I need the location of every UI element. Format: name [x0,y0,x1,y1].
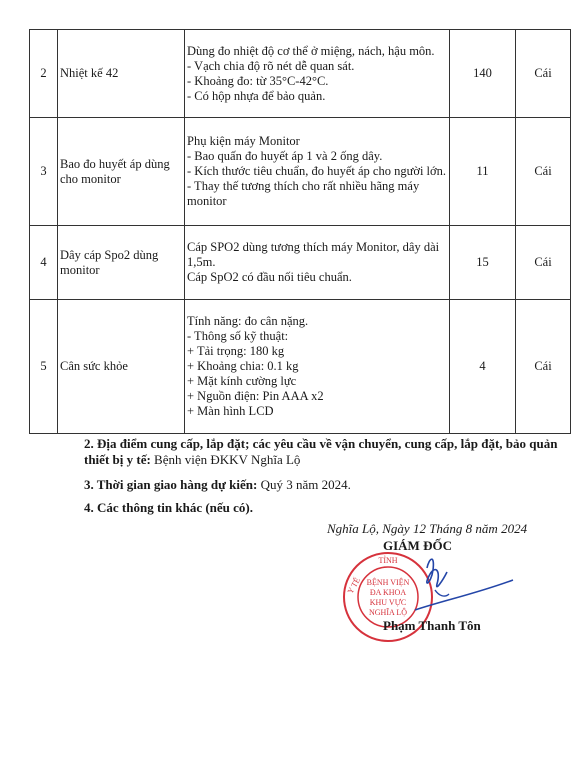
item-quantity: 140 [450,30,516,118]
item-description [185,300,450,434]
svg-text:Y TẾ: Y TẾ [345,576,363,596]
item-unit: Cái [516,226,571,300]
description-line: - Khoảng đo: từ 35°C-42°C. [187,73,329,88]
section-2-paragraph [84,436,564,468]
description-line: - Thông số kỹ thuật: [187,329,289,343]
signatory-name: Phạm Thanh Tôn [383,618,481,633]
section-2-heading: 2. Địa điểm cung cấp, lắp đặt; các yêu cầu về vận chuyển, cung cấp, lắp đặt, bảo quản thiết bị y tế: [84,436,558,467]
svg-text:NGHĨA LỘ: NGHĨA LỘ [369,608,407,617]
section-3-heading: 3. Thời gian giao hàng dự kiến: [84,477,258,492]
section-4-heading: 4. Các thông tin khác (nếu có). [84,500,254,515]
svg-text:KHU VỰC: KHU VỰC [369,598,407,607]
item-unit: Cái [516,118,571,226]
item-quantity: 4 [450,300,516,434]
item-description [185,30,450,118]
item-number: 3 [30,118,58,226]
description-line: + Nguồn điện: Pin AAA x2 [187,389,324,403]
description-line: - Kích thước tiêu chuẩn, đo huyết áp cho người lớn. [187,164,447,178]
item-quantity: 15 [450,226,516,300]
description-line: Dùng đo nhiệt độ cơ thể ở miệng, nách, hậu môn. [187,43,435,58]
description-line: - Có hộp nhựa để bảo quản. [187,88,326,103]
item-description [185,118,450,226]
item-unit: Cái [516,300,571,434]
description-line: Cáp SpO2 có đầu nối tiêu chuẩn. [187,270,352,284]
svg-text:ĐA KHOA: ĐA KHOA [369,588,407,597]
table-row [30,30,571,118]
item-quantity: 11 [450,118,516,226]
item-number: 2 [30,30,58,118]
svg-text:TỈNH: TỈNH [378,556,398,565]
item-number: 5 [30,300,58,434]
description-line: + Màn hình LCD [187,404,274,418]
handwritten-signature [405,550,515,620]
item-unit: Cái [516,30,571,118]
description-line: - Bao quấn đo huyết áp 1 và 2 ống dây. [187,149,383,163]
item-description [185,226,450,300]
item-name: Cân sức khỏe [58,300,185,434]
section-3-paragraph [84,477,564,493]
section-4-paragraph [84,500,564,516]
section-3-text: Quý 3 năm 2024. [257,477,351,492]
description-line: + Tải trọng: 180 kg [187,344,285,358]
item-name: Bao đo huyết áp dùng cho monitor [58,118,185,226]
signature-title: GIÁM ĐỐC [383,538,452,553]
section-2-text: Bệnh viện ĐKKV Nghĩa Lộ [150,452,301,467]
table-row [30,118,571,226]
description-line: + Mặt kính cường lực [187,374,297,388]
table-row [30,300,571,434]
description-line: Cáp SPO2 dùng tương thích máy Monitor, dây dài 1,5m. [187,240,440,269]
item-number: 4 [30,226,58,300]
description-line: + Khoảng chia: 0.1 kg [187,359,299,373]
svg-text:BỆNH VIỆN: BỆNH VIỆN [366,578,410,587]
item-name: Nhiệt kế 42 [58,30,185,118]
description-line: - Thay thế tương thích cho rất nhiều hãng máy monitor [187,179,420,208]
description-line: Phụ kiện máy Monitor [187,134,300,148]
item-name: Dây cáp Spo2 dùng monitor [58,226,185,300]
table-row [30,226,571,300]
equipment-table [29,29,571,434]
description-line: Tính năng: đo cân nặng. [187,314,309,328]
signature-date: Nghĩa Lộ, Ngày 12 Tháng 8 năm 2024 [327,521,528,536]
description-line: - Vạch chia độ rõ nét dễ quan sát. [187,58,355,73]
